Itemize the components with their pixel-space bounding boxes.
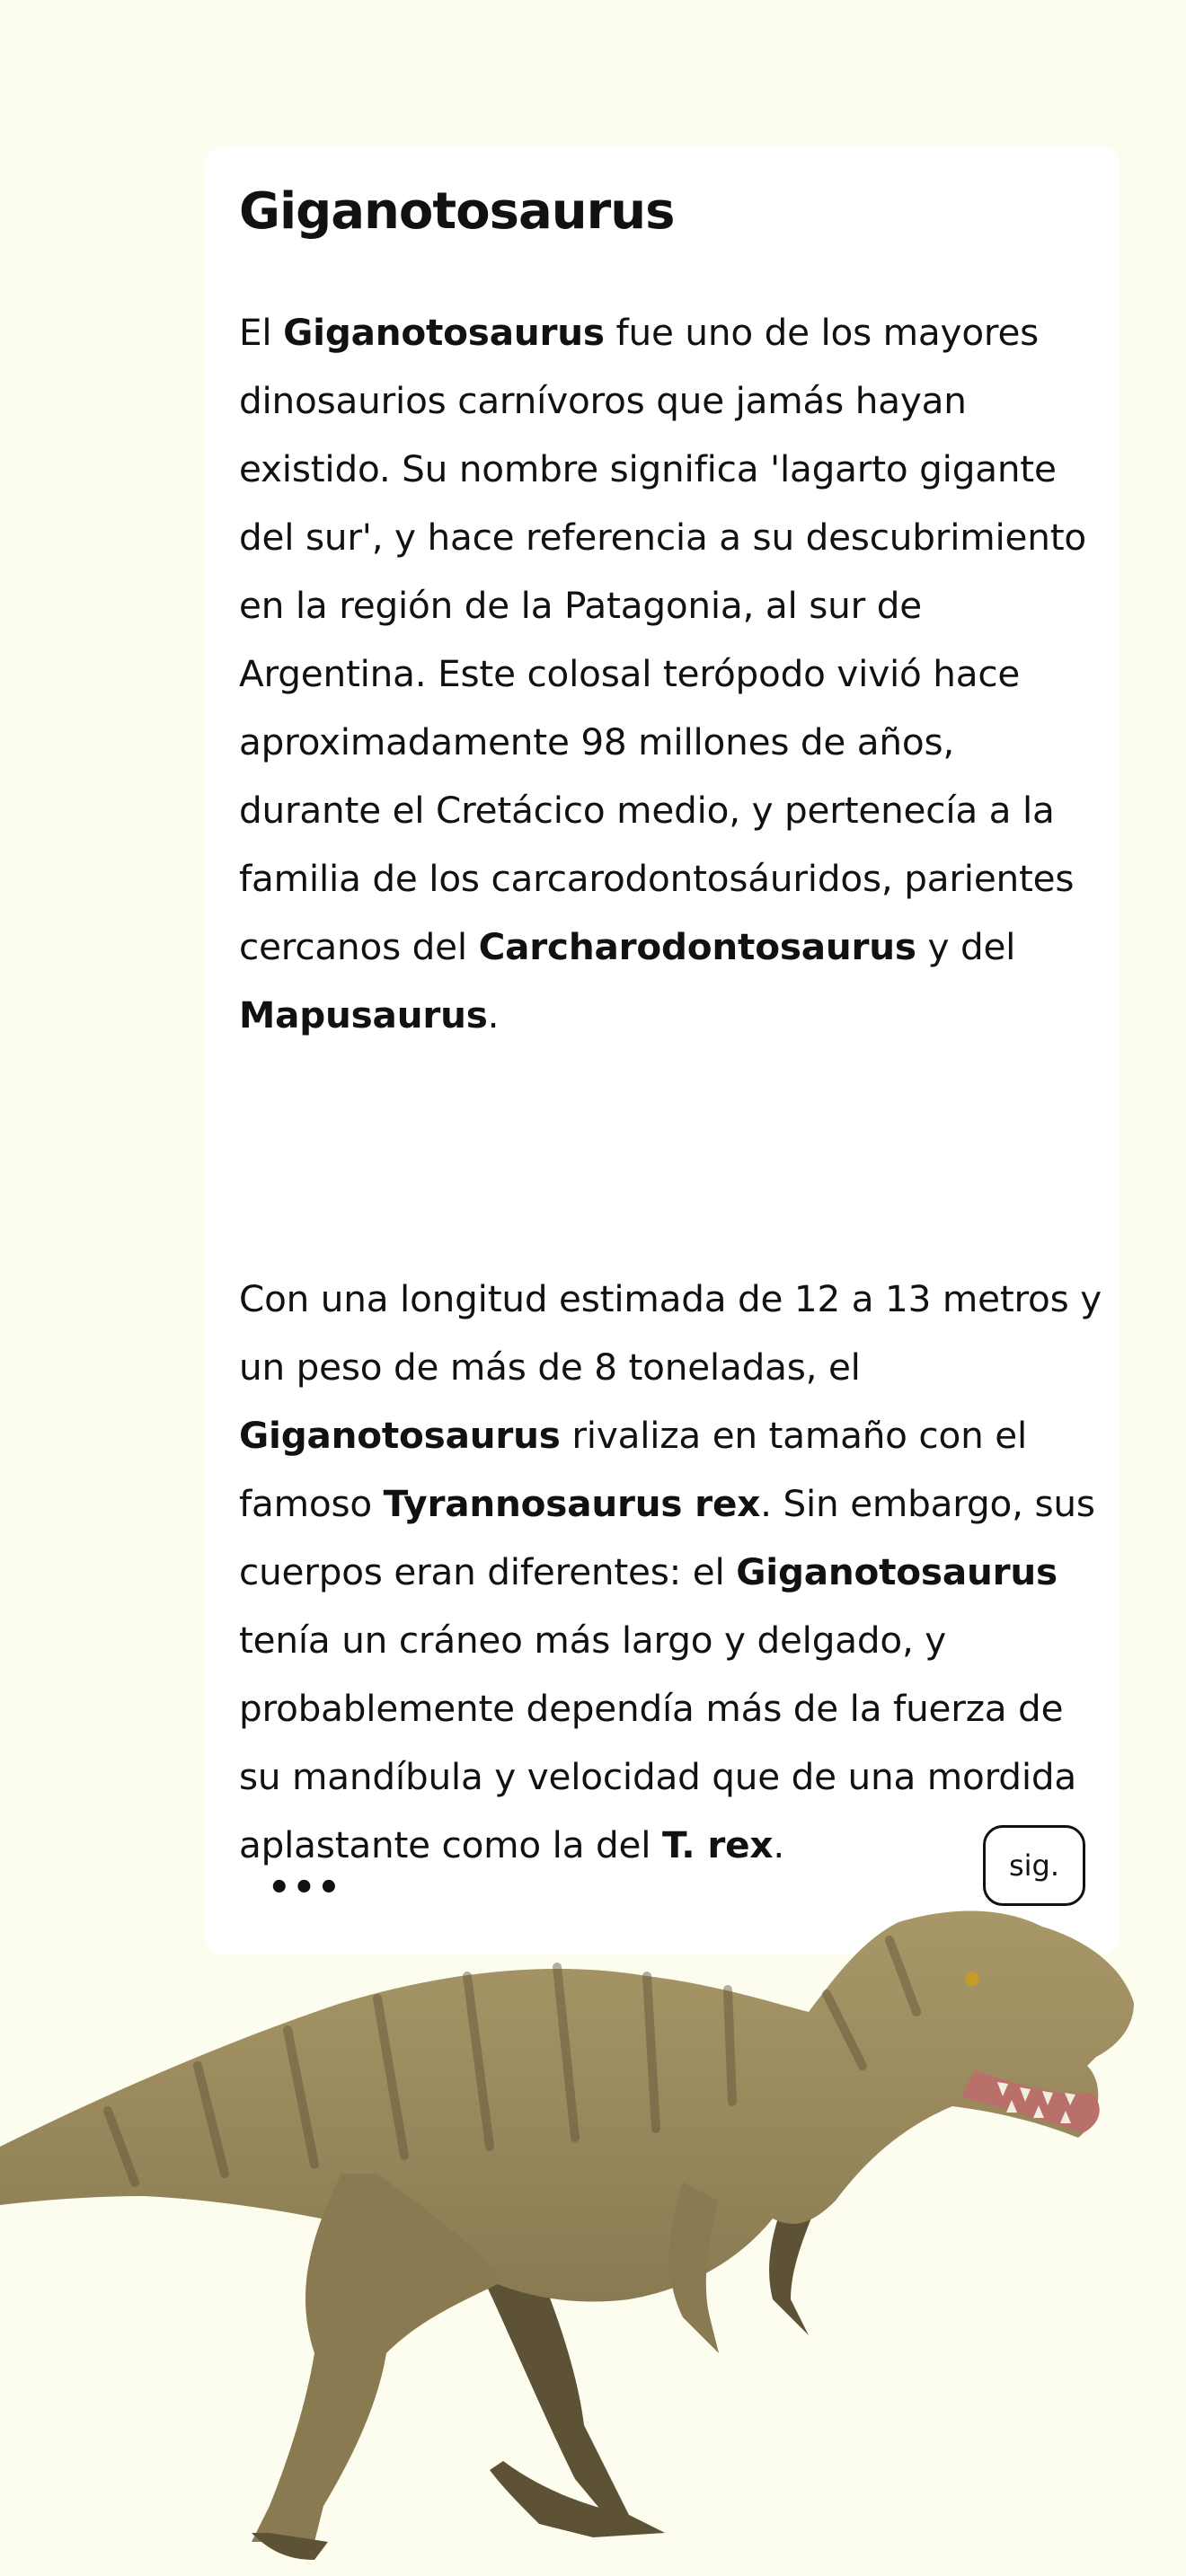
bold-term: Mapusaurus [239,993,488,1037]
bold-term: Carcharodontosaurus [478,925,916,968]
dino-body [0,1911,1134,2302]
text-run: y del [916,925,1016,968]
text-run: . [487,993,500,1037]
dino-eye [965,1972,979,1986]
dino-far-foot [252,2533,328,2560]
dinosaur-illustration [0,1886,1186,2576]
article-card [205,146,1120,1954]
text-run: Con una longitud estimada de 12 a 13 metros y un peso de más de 8 toneladas, el [239,1277,1102,1389]
text-run: . [773,1823,784,1866]
bold-term: Giganotosaurus [239,1414,561,1457]
more-options-icon[interactable]: ••• [268,1867,342,1909]
bold-term: Giganotosaurus [283,311,605,354]
bold-term: Tyrannosaurus rex [383,1482,761,1525]
article-paragraph-2 [239,1265,1102,1879]
bold-term: T. rex [661,1823,774,1866]
text-run: rivaliza en tamaño con el famoso [239,1414,1027,1525]
text-run: tenía un cráneo más largo y delgado, y probablemente dependía más de la fuerza de su mandíbula y velocidad que de una mordida aplastante como la del [239,1619,1076,1866]
text-run: El [239,311,284,354]
article-title: Giganotosaurus [239,182,675,241]
text-run: fue uno de los mayores dinosaurios carnívoros que jamás hayan existido. Su nombre significa 'lagarto gigante del sur', y hace referencia a su descubrimiento en la región de la Patagonia, al sur de Argentina. Este colosal terópodo vivió hace aproximadamente 98 millones de años, durante el Cretácico medio, y pertenecía a la familia de los carcarodontosáuridos, parientes cercanos del [239,311,1087,968]
article-paragraph-1 [239,298,1102,1049]
text-run: . Sin embargo, sus cuerpos eran diferentes: el [239,1482,1095,1593]
next-button[interactable]: sig. [983,1825,1085,1906]
bold-term: Giganotosaurus [736,1550,1058,1593]
